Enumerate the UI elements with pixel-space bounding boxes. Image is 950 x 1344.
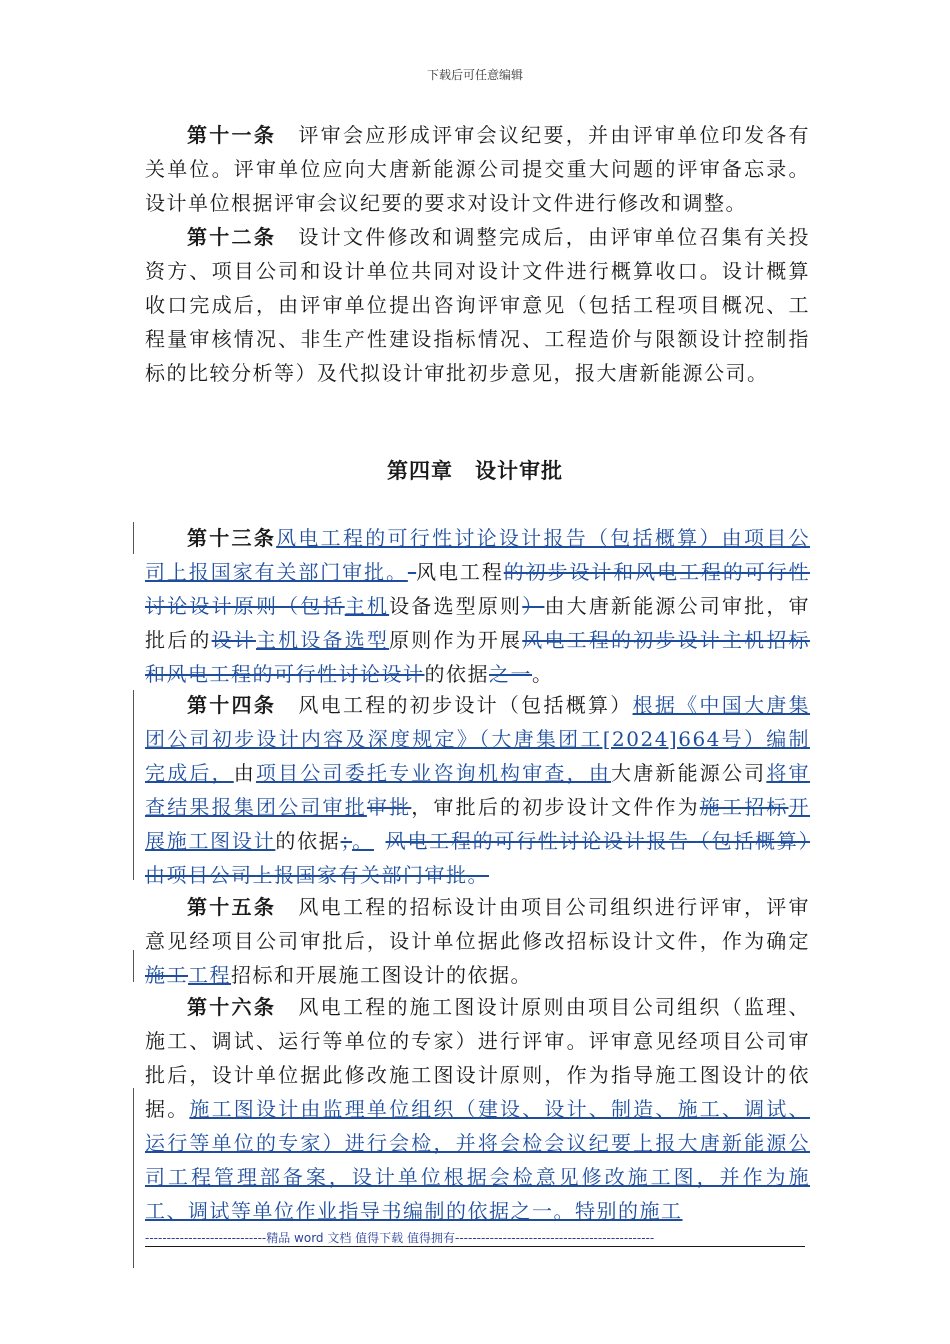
article-14-insertion: 。 xyxy=(352,829,374,853)
article-14 xyxy=(145,688,810,892)
article-13-insertion: 主机 xyxy=(344,594,390,618)
article-13-paragraph xyxy=(145,521,810,691)
article-14-insertion: 根据《中国大唐集团公司初步设计内容及深度规定》（大唐集团工[2024]664号）编制完成后， xyxy=(145,693,811,785)
article-14-text: 大唐新能源公司 xyxy=(611,761,767,785)
article-14-text: 风电工程的初步设计（包括概算） xyxy=(297,693,633,717)
article-13 xyxy=(145,521,810,691)
article-14-text: ，审批后的初步设计文件作为 xyxy=(411,795,700,819)
article-14-text: 由 xyxy=(233,761,256,785)
article-13-text: 设备选型原则 xyxy=(389,594,523,618)
change-bar xyxy=(133,690,134,880)
article-15-insertion: 工程 xyxy=(188,963,231,987)
article-11-text: 评审会应形成评审会议纪要，并由评审单位印发各有关单位。评审单位应向大唐新能源公司提交重大问题的评审备忘录。设计单位根据评审会议纪要的要求对设计文件进行修改和调整。 xyxy=(145,123,811,215)
article-14-paragraph xyxy=(145,688,810,892)
footer-note: ----------------------------精品 word 文档 值得下载 值得拥有---------------------------------------------- xyxy=(145,1231,655,1245)
article-13-deletion: 风电工程的初步设计主机招标和风电工程的可行性讨论设计 xyxy=(145,628,811,686)
article-16-paragraph xyxy=(145,990,810,1228)
article-16 xyxy=(145,990,810,1228)
article-13-insertion: 风电工程的可行性讨论设计报告（包括概算）由项目公司上报国家有关部门审批。 xyxy=(145,526,811,584)
article-13-text: 由大唐新能源公司审批，审批后的 xyxy=(145,594,811,652)
article-15-text: 风电工程的招标设计由项目公司组织进行评审，评审意见经项目公司审批后，设计单位据此修改招标设计文件，作为确定 xyxy=(145,895,811,953)
article-13-deletion: 之一 xyxy=(489,662,532,686)
article-14-deletion: 风电工程的可行性讨论设计报告（包括概算）由项目公司上报国家有关部门审批。 xyxy=(145,829,811,887)
article-13-insertion: 主机设备选型 xyxy=(255,628,390,652)
article-16-label: 第十六条 xyxy=(187,995,277,1019)
change-bar xyxy=(133,950,134,982)
article-12-paragraph xyxy=(145,220,810,390)
article-14-insertion: 开展施工图设计 xyxy=(145,795,811,853)
article-15-deletion: 施工 xyxy=(145,963,188,987)
article-14-text: 的依据 xyxy=(275,829,341,853)
article-14-label: 第十四条 xyxy=(187,693,277,717)
article-13-deletion: 设计 xyxy=(211,628,256,652)
article-13-deletion: 的初步设计和风电工程的可行性讨论设计原则（包括 xyxy=(145,560,811,618)
article-14-deletion: ； xyxy=(340,829,353,853)
chapter-heading xyxy=(0,455,950,485)
article-11-paragraph xyxy=(145,118,810,220)
article-13-text: 的依据 xyxy=(424,662,489,686)
article-15-text: 招标和开展施工图设计的依据。 xyxy=(231,963,532,987)
header-note: 下载后可任意编辑 xyxy=(426,68,523,82)
article-13-text: 。 xyxy=(532,662,554,686)
chapter-number: 第四章 xyxy=(387,458,453,483)
article-12-text: 设计文件修改和调整完成后，由评审单位召集有关投资方、项目公司和设计单位共同对设计文件进行概算收口。设计概算收口完成后，由评审单位提出咨询评审意见（包括工程项目概况、工程量审核情况、非生产性建设指标情况、工程造价与限额设计控制指标的比较分析等）及代拟设计审批初步意见，报大唐新能源公司。 xyxy=(145,225,811,385)
article-15-paragraph xyxy=(145,890,810,992)
article-13-deletion xyxy=(408,560,416,584)
article-16-text: 风电工程的施工图设计原则由项目公司组织（监理、施工、调试、运行等单位的专家）进行评审。评审意见经项目公司审批后，设计单位据此修改施工图设计原则，作为指导施工图设计的依据。 xyxy=(145,995,811,1121)
article-14-deletion: 施工招标 xyxy=(699,795,789,819)
footer-divider xyxy=(145,1246,805,1247)
change-bar xyxy=(133,522,134,554)
article-13-text: 风电工程 xyxy=(416,560,504,584)
article-13-deletion: ） xyxy=(522,594,545,618)
change-bar xyxy=(133,1088,134,1268)
article-11-label: 第十一条 xyxy=(187,123,277,147)
article-13-label: 第十三条 xyxy=(187,526,277,550)
article-12 xyxy=(145,220,810,390)
article-11 xyxy=(145,118,810,220)
article-16-insertion: 施工图设计由监理单位组织（建设、设计、制造、施工、调试、运行等单位的专家）进行会检，并将会检会议纪要上报大唐新能源公司工程管理部备案，设计单位根据会检意见修改施工图，并作为施工、调试等单位作业指导书编制的依据之一。特别的施工 xyxy=(145,1097,811,1223)
chapter-title: 设计审批 xyxy=(475,458,563,483)
article-14-insertion: 将审查结果报集团公司审批 xyxy=(145,761,811,819)
article-13-text: 原则作为开展 xyxy=(389,628,523,652)
article-15-label: 第十五条 xyxy=(187,895,277,919)
article-14-deletion: 审批 xyxy=(366,795,412,819)
article-15 xyxy=(145,890,810,992)
article-14-insertion: 项目公司委托专业咨询机构审查，由 xyxy=(255,761,612,785)
article-12-label: 第十二条 xyxy=(187,225,277,249)
